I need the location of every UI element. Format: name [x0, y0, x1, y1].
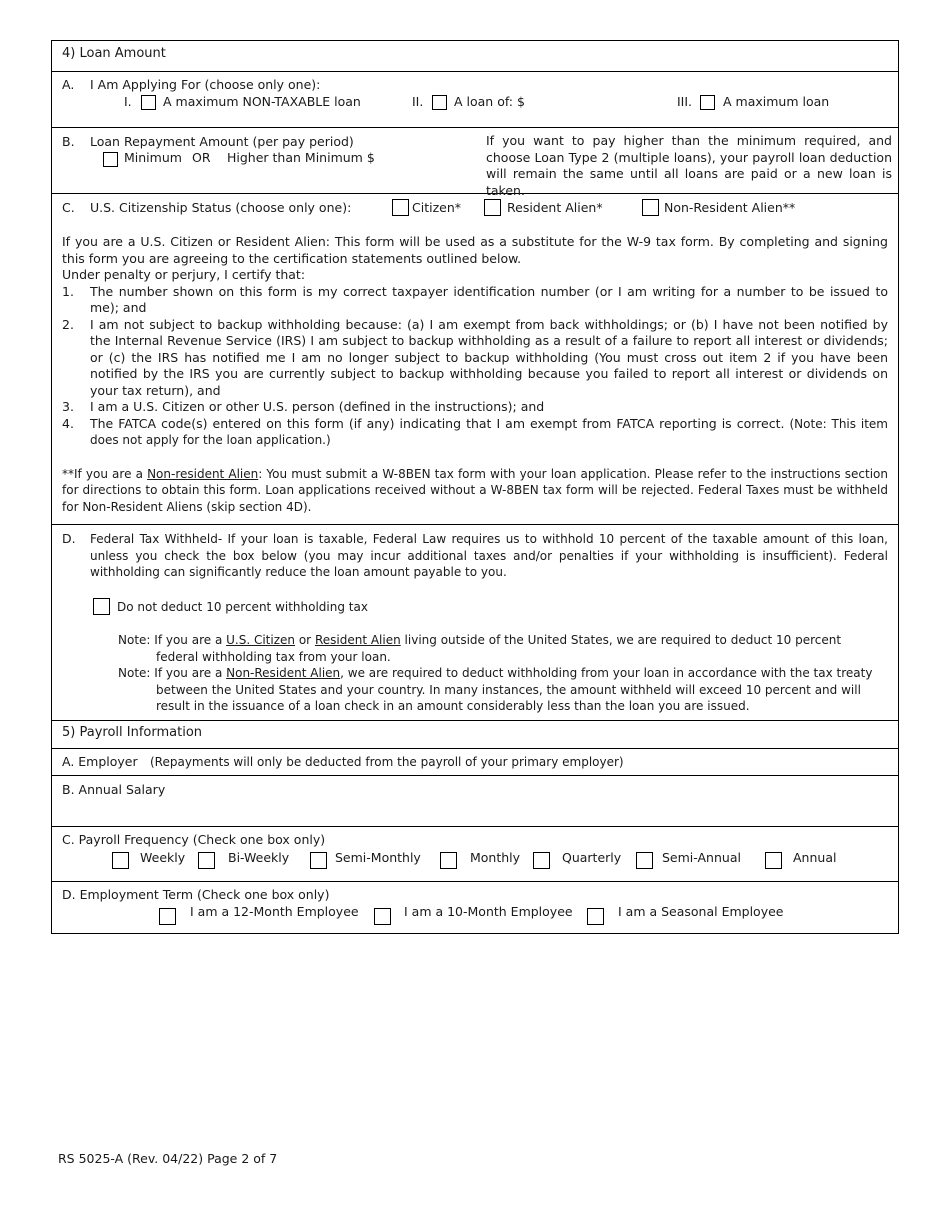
section-5b-salary[interactable] — [51, 776, 899, 827]
ten-month-label: I am a 10-Month Employee — [404, 904, 573, 919]
annual-label: Annual — [793, 850, 837, 865]
loan-of-label: A loan of: $ — [454, 94, 525, 109]
section-5c-frequency — [51, 827, 899, 882]
option-ii-numeral: II. — [412, 94, 424, 109]
certification-block — [62, 234, 888, 515]
loan-of-checkbox[interactable] — [432, 95, 447, 110]
section-5d-employment-term — [51, 882, 899, 934]
semi-annual-checkbox[interactable] — [636, 852, 653, 869]
certification-list — [62, 284, 888, 449]
annual-checkbox[interactable] — [765, 852, 782, 869]
section-4b-label: Loan Repayment Amount (per pay period) — [90, 134, 354, 149]
section-4a-applying-for — [51, 72, 899, 128]
higher-than-minimum-label: Higher than Minimum $ — [227, 150, 375, 165]
withholding-notes — [118, 632, 878, 715]
section-4b-repayment — [51, 128, 899, 198]
minimum-label: Minimum — [124, 150, 182, 165]
employer-label: A. Employer — [62, 754, 138, 769]
bi-weekly-checkbox[interactable] — [198, 852, 215, 869]
certification-item: 4. The FATCA code(s) entered on this form (if any) indicating that I am exempt from FATCA reporting is correct. (Note: This item does not apply for the loan application.) — [62, 415, 888, 447]
section-5-title: 5) Payroll Information — [62, 725, 203, 740]
resident-alien-checkbox[interactable] — [484, 199, 501, 216]
non-resident-alien-term-2: Non-Resident Alien — [226, 666, 341, 680]
monthly-label: Monthly — [470, 850, 521, 865]
section-4d-federal-tax — [51, 525, 899, 721]
section-4-title: 4) Loan Amount — [62, 46, 166, 61]
minimum-checkbox[interactable] — [103, 152, 118, 167]
non-resident-alien-checkbox[interactable] — [642, 199, 659, 216]
annual-salary-label: B. Annual Salary — [62, 782, 166, 797]
section-5-header — [51, 721, 899, 749]
certification-item: 1. The number shown on this form is my correct taxpayer identification number (or I am writing for a number to be issued to me); and — [62, 283, 888, 315]
non-resident-alien-label: Non-Resident Alien** — [664, 200, 796, 215]
semi-monthly-label: Semi-Monthly — [335, 850, 421, 865]
weekly-label: Weekly — [140, 850, 186, 865]
payroll-frequency-label: C. Payroll Frequency (Check one box only) — [62, 832, 326, 847]
section-4c-label: U.S. Citizenship Status (choose only one): — [90, 200, 352, 215]
section-4c-letter: C. — [62, 200, 75, 215]
section-4d-letter: D. — [62, 531, 76, 546]
section-4a-letter: A. — [62, 77, 75, 92]
certification-item: 2. I am not subject to backup withholding because: (a) I am exempt from back withholdings; or (b) I have not been notified by the Internal Revenue Service (IRS) I am subject to backup withholding as a result of a failure to report all interest or dividends; or (c) the IRS has notified me I am no longer subject to backup withholding (You must cross out item 2 if you have been notified by the IRS you are currently subject to backup withholding because you failed to report all interest or dividends on your tax return), and — [62, 316, 888, 398]
do-not-deduct-label: Do not deduct 10 percent withholding tax — [117, 600, 368, 614]
section-4-header — [51, 40, 899, 72]
certification-item: 3. I am a U.S. Citizen or other U.S. person (defined in the instructions); and — [62, 399, 545, 414]
option-i-numeral: I. — [124, 94, 132, 109]
note-us-citizen: Note: If you are a U.S. Citizen or Resident Alien living outside of the United States, we are required to deduct 10 percent federal withholding tax from your loan. — [118, 633, 842, 664]
max-non-taxable-label: A maximum NON-TAXABLE loan — [163, 94, 361, 109]
federal-tax-text: Federal Tax Withheld- If your loan is taxable, Federal Law requires us to withhold 10 percent of the taxable amount of this loan, unless you check the box below (you may incur additional taxes and/or penalties if your withholding is insufficient). Federal withholding can significantly reduce the loan amount payable to you. — [90, 532, 888, 579]
seasonal-label: I am a Seasonal Employee — [618, 904, 784, 919]
quarterly-checkbox[interactable] — [533, 852, 550, 869]
max-loan-checkbox[interactable] — [700, 95, 715, 110]
bi-weekly-label: Bi-Weekly — [228, 850, 290, 865]
twelve-month-checkbox[interactable] — [159, 908, 176, 925]
repayment-note: If you want to pay higher than the minimum required, and choose Loan Type 2 (multiple loans), your payroll loan deduction will remain the same until all loans are paid or a new loan is taken. — [486, 133, 892, 198]
twelve-month-label: I am a 12-Month Employee — [190, 904, 359, 919]
page-footer: RS 5025-A (Rev. 04/22) Page 2 of 7 — [58, 1151, 278, 1166]
semi-annual-label: Semi-Annual — [662, 850, 741, 865]
section-4b-letter: B. — [62, 134, 75, 149]
section-5a-employer — [51, 749, 899, 776]
resident-alien-label: Resident Alien* — [507, 200, 603, 215]
us-citizen-term: U.S. Citizen — [226, 633, 296, 647]
quarterly-label: Quarterly — [562, 850, 622, 865]
weekly-checkbox[interactable] — [112, 852, 129, 869]
citizen-checkbox[interactable] — [392, 199, 409, 216]
or-label: OR — [192, 150, 211, 165]
non-resident-alien-note: **If you are a Non-resident Alien: You must submit a W-8BEN tax form with your loan application. Please refer to the instructions section for directions to obtain this form. Loan applications received without a W-8BEN tax form will be rejected. Federal Taxes must be withheld for Non-Resident Aliens (skip section 4D). — [62, 466, 888, 514]
max-non-taxable-checkbox[interactable] — [141, 95, 156, 110]
citizen-label: Citizen* — [412, 200, 461, 215]
w9-intro: If you are a U.S. Citizen or Resident Alien: This form will be used as a substitute for the W-9 tax form. By completing and signing this form you are agreeing to the certification statements outlined below. — [62, 234, 888, 266]
note-non-resident: Note: If you are a Non-Resident Alien, we are required to deduct withholding from your loan in accordance with the tax treaty between the United States and your country. In many instances, the amount withheld will exceed 10 percent and will result in the issuance of a loan check in an amount considerably less than the loan you are issued. — [118, 666, 873, 713]
option-iii-numeral: III. — [677, 94, 693, 109]
employment-term-label: D. Employment Term (Check one box only) — [62, 887, 330, 902]
penalty-statement: Under penalty or perjury, I certify that: — [62, 267, 306, 282]
resident-alien-term: Resident Alien — [314, 633, 401, 647]
section-4c-citizenship — [51, 194, 899, 525]
seasonal-checkbox[interactable] — [587, 908, 604, 925]
item4-note: (Note: This item does not apply for the loan application.) — [90, 416, 888, 447]
semi-monthly-checkbox[interactable] — [310, 852, 327, 869]
section-4a-label: I Am Applying For (choose only one): — [90, 77, 321, 92]
monthly-checkbox[interactable] — [440, 852, 457, 869]
ten-month-checkbox[interactable] — [374, 908, 391, 925]
max-loan-label: A maximum loan — [723, 94, 830, 109]
loan-application-form — [51, 40, 899, 934]
employer-note: (Repayments will only be deducted from the payroll of your primary employer) — [150, 755, 624, 769]
non-resident-alien-term: Non-resident Alien — [147, 466, 259, 481]
do-not-deduct-checkbox[interactable] — [93, 598, 110, 615]
